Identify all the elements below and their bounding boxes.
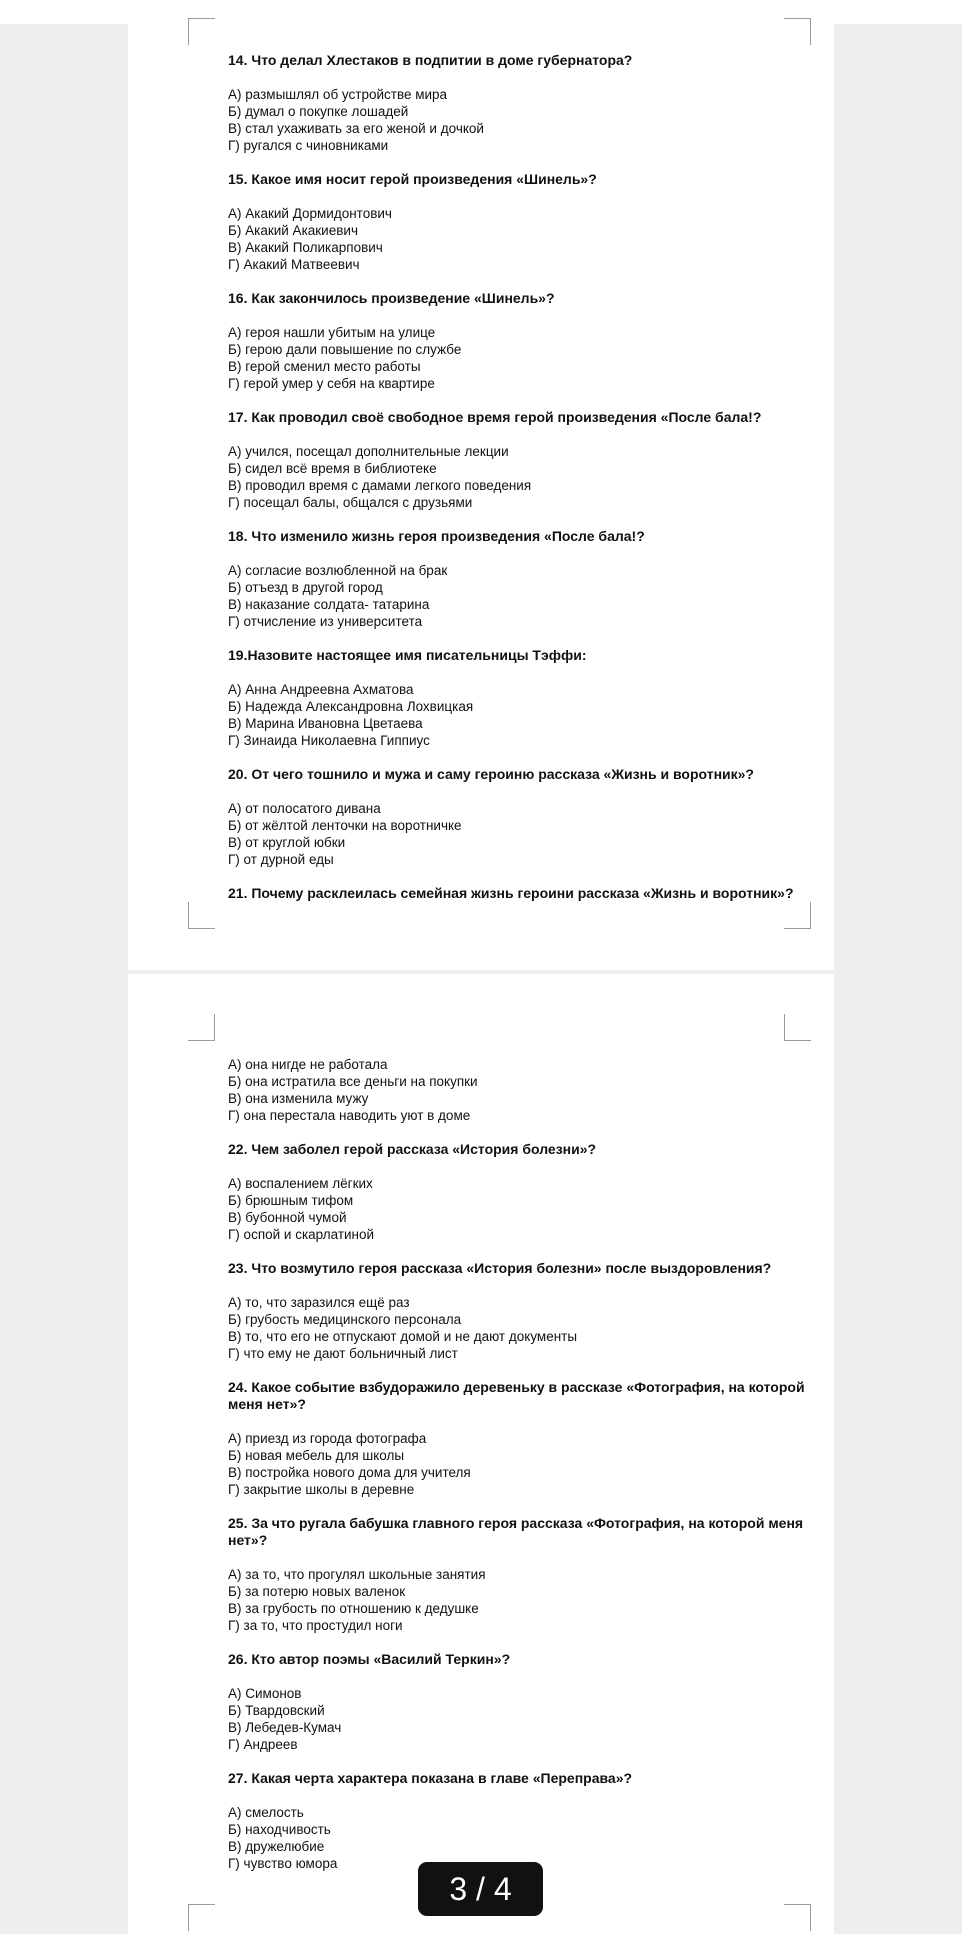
answer-option: В) наказание солдата- татарина: [228, 597, 430, 612]
question-block: [228, 1515, 808, 1634]
question-block: [228, 52, 808, 154]
margin-corner-mark: [188, 1014, 215, 1041]
question-text: 24. Какое событие взбудоражило деревеньку в рассказе «Фотография, на которой меня нет»?: [228, 1379, 805, 1412]
answer-option: Г) герой умер у себя на квартире: [228, 376, 435, 391]
question-text: 14. Что делал Хлестаков в подпитии в доме губернатора?: [228, 52, 633, 68]
page-indicator: 3 / 4: [418, 1862, 543, 1916]
question-text: 23. Что возмутило героя рассказа «История болезни» после выздоровления?: [228, 1260, 772, 1276]
answer-option: В) герой сменил место работы: [228, 359, 421, 374]
answer-option: Б) находчивость: [228, 1822, 331, 1837]
question-block: [228, 766, 808, 868]
question-text: 19.Назовите настоящее имя писательницы Тэффи:: [228, 647, 587, 663]
answer-option: А) героя нашли убитым на улице: [228, 325, 436, 340]
answer-option: Б) сидел всё время в библиотеке: [228, 461, 437, 476]
answer-option: Б) брюшным тифом: [228, 1193, 354, 1208]
question-text: 21. Почему расклеилась семейная жизнь героини рассказа «Жизнь и воротник»?: [228, 885, 794, 901]
answer-option: Б) от жёлтой ленточки на воротничке: [228, 818, 462, 833]
answer-option: Б) за потерю новых валенок: [228, 1584, 406, 1599]
question-block: [228, 1379, 808, 1498]
question-text: 15. Какое имя носит герой произведения «Шинель»?: [228, 171, 597, 187]
answer-option: А) учился, посещал дополнительные лекции: [228, 444, 509, 459]
question-block: [228, 528, 808, 630]
answer-option: В) постройка нового дома для учителя: [228, 1465, 471, 1480]
answer-option: В) проводил время с дамами легкого поведения: [228, 478, 532, 493]
answer-option: В) она изменила мужу: [228, 1091, 369, 1106]
page-content: [228, 1056, 808, 1889]
answer-option: В) дружелюбие: [228, 1839, 325, 1854]
answer-option: А) за то, что прогулял школьные занятия: [228, 1567, 486, 1582]
answer-option: Г) за то, что простудил ноги: [228, 1618, 403, 1633]
margin-corner-mark: [784, 1014, 811, 1041]
answer-option: Б) новая мебель для школы: [228, 1448, 405, 1463]
answer-option: В) то, что его не отпускают домой и не дают документы: [228, 1329, 578, 1344]
margin-corner-mark: [188, 1904, 215, 1931]
answer-option: Б) герою дали повышение по службе: [228, 342, 462, 357]
margin-corner-mark: [784, 18, 811, 45]
question-block: [228, 1770, 808, 1872]
question-block: [228, 885, 808, 902]
answer-option: Г) закрытие школы в деревне: [228, 1482, 415, 1497]
margin-corner-mark: [784, 1904, 811, 1931]
margin-corner-mark: [188, 18, 215, 45]
answer-option: В) бубонной чумой: [228, 1210, 347, 1225]
answer-option: Г) Зинаида Николаевна Гиппиус: [228, 733, 430, 748]
answer-option: А) то, что заразился ещё раз: [228, 1295, 410, 1310]
answer-option: Г) посещал балы, общался с друзьями: [228, 495, 473, 510]
answer-option: В) Акакий Поликарпович: [228, 240, 383, 255]
answer-option: Г) Акакий Матвеевич: [228, 257, 360, 272]
answer-option: А) смелость: [228, 1805, 304, 1820]
question-block: [228, 171, 808, 273]
answer-option: Г) чувство юмора: [228, 1856, 338, 1871]
question-block: [228, 1651, 808, 1753]
answer-option: А) приезд из города фотографа: [228, 1431, 427, 1446]
answer-option: А) согласие возлюбленной на брак: [228, 563, 448, 578]
answer-option: А) Симонов: [228, 1686, 302, 1701]
answer-option: Г) оспой и скарлатиной: [228, 1227, 375, 1242]
answer-option: Б) отъезд в другой город: [228, 580, 383, 595]
answer-option: Г) что ему не дают больничный лист: [228, 1346, 458, 1361]
answer-option: А) размышлял об устройстве мира: [228, 87, 448, 102]
answer-option: Б) Надежда Александровна Лохвицкая: [228, 699, 474, 714]
answer-option: В) Лебедев-Кумач: [228, 1720, 342, 1735]
answer-option: Б) думал о покупке лошадей: [228, 104, 409, 119]
document-page[interactable]: [128, 24, 834, 970]
question-text: 17. Как проводил своё свободное время герой произведения «После бала!?: [228, 409, 762, 425]
answer-option: А) от полосатого дивана: [228, 801, 381, 816]
answer-option: Г) она перестала наводить уют в доме: [228, 1108, 471, 1123]
answer-option: А) воспалением лёгких: [228, 1176, 373, 1191]
question-text: 16. Как закончилось произведение «Шинель»?: [228, 290, 555, 306]
margin-corner-mark: [188, 902, 215, 929]
question-text: 26. Кто автор поэмы «Василий Теркин»?: [228, 1651, 511, 1667]
question-block: [228, 1141, 808, 1243]
answer-option: Г) ругался с чиновниками: [228, 138, 389, 153]
viewer-top-bar: [0, 0, 962, 24]
question-block: [228, 1056, 808, 1124]
question-text: 25. За что ругала бабушка главного героя рассказа «Фотография, на которой меня нет»?: [228, 1515, 804, 1548]
answer-option: Г) отчисление из университета: [228, 614, 423, 629]
page-content: [228, 52, 808, 919]
answer-option: В) за грубость по отношению к дедушке: [228, 1601, 479, 1616]
question-block: [228, 647, 808, 749]
document-page[interactable]: [128, 974, 834, 1934]
question-text: 22. Чем заболел герой рассказа «История болезни»?: [228, 1141, 597, 1157]
question-text: 18. Что изменило жизнь героя произведения «После бала!?: [228, 528, 645, 544]
answer-option: А) она нигде не работала: [228, 1057, 388, 1072]
answer-option: Г) от дурной еды: [228, 852, 334, 867]
answer-option: В) стал ухаживать за его женой и дочкой: [228, 121, 484, 136]
answer-option: А) Акакий Дормидонтович: [228, 206, 392, 221]
question-block: [228, 409, 808, 511]
answer-option: Б) Твардовский: [228, 1703, 325, 1718]
answer-option: Г) Андреев: [228, 1737, 298, 1752]
question-text: 27. Какая черта характера показана в главе «Переправа»?: [228, 1770, 633, 1786]
answer-option: В) от круглой юбки: [228, 835, 346, 850]
question-text: 20. От чего тошнило и мужа и саму героиню рассказа «Жизнь и воротник»?: [228, 766, 754, 782]
answer-option: Б) она истратила все деньги на покупки: [228, 1074, 478, 1089]
answer-option: В) Марина Ивановна Цветаева: [228, 716, 423, 731]
answer-option: А) Анна Андреевна Ахматова: [228, 682, 414, 697]
question-block: [228, 290, 808, 392]
answer-option: Б) грубость медицинского персонала: [228, 1312, 462, 1327]
answer-option: Б) Акакий Акакиевич: [228, 223, 358, 238]
question-block: [228, 1260, 808, 1362]
